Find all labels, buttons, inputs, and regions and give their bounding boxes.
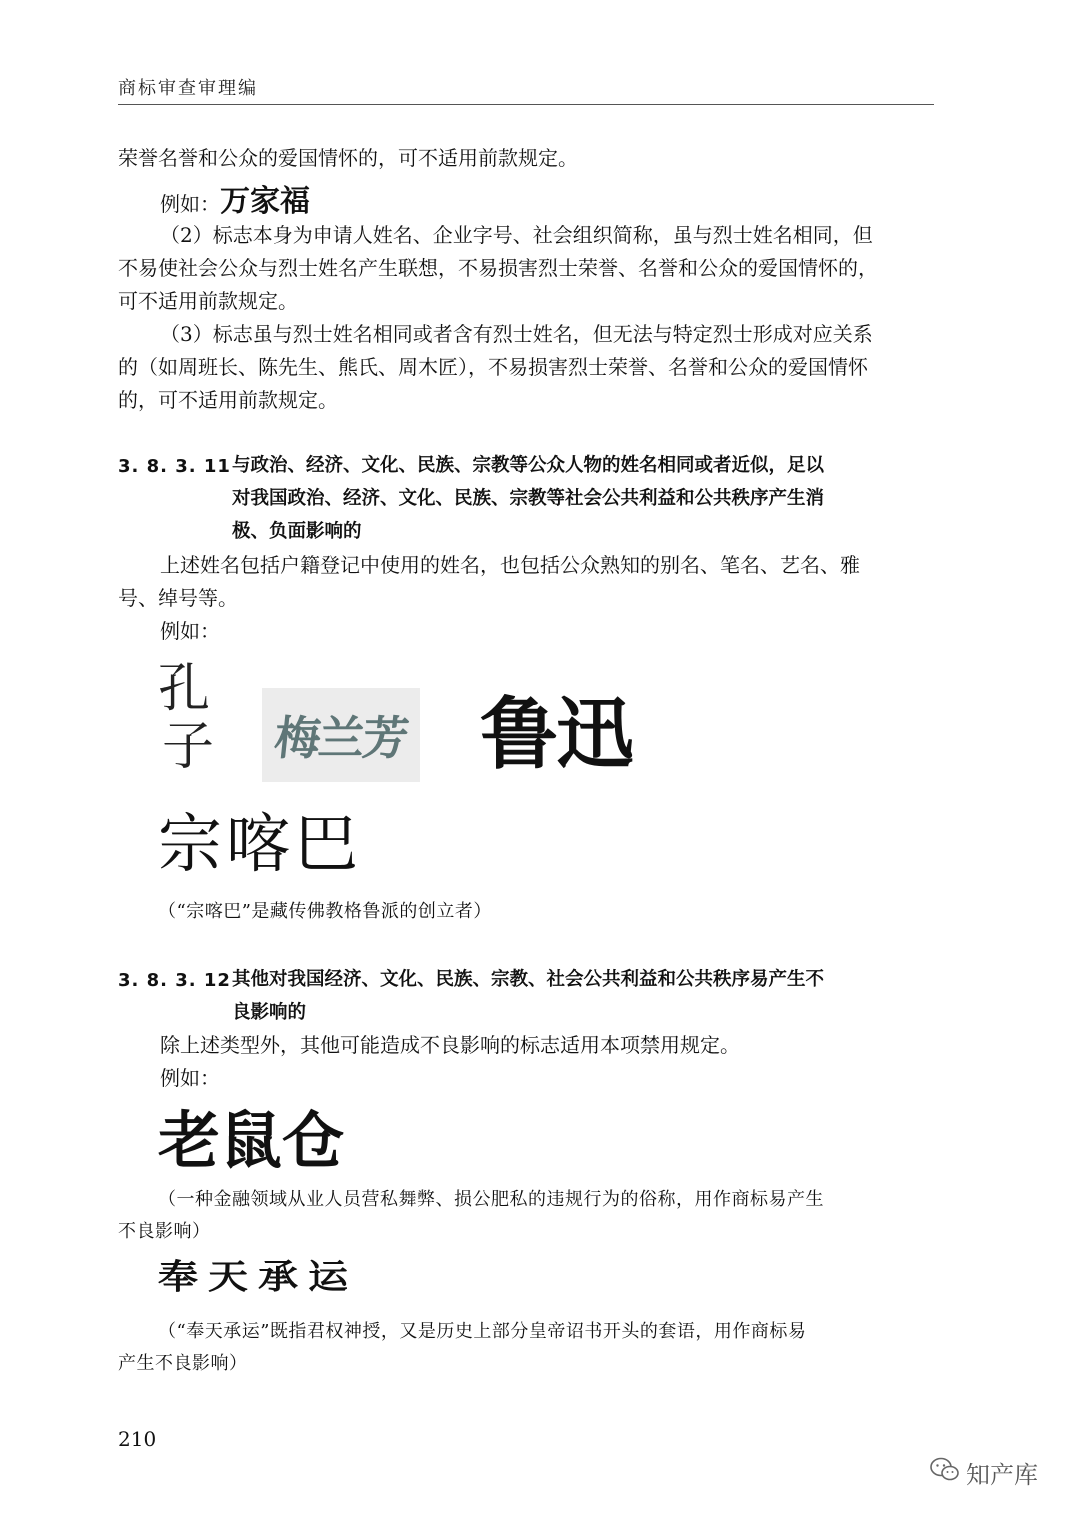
section-number: 3. 8. 3. 11 <box>118 456 231 477</box>
example-word-wanjiafu: 万家福 <box>220 184 310 219</box>
intro-line-1: 荣誉名誉和公众的爱国情怀的，可不适用前款规定。 <box>118 146 578 170</box>
item-3-line-2: 的（如周班长、陈先生、熊氏、周木匠），不易损害烈士荣誉、名誉和公众的爱国情怀 <box>118 355 868 379</box>
trademark-luxun: 鲁迅 <box>480 690 633 780</box>
item-2-line-1: （2）标志本身为申请人姓名、企业字号、社会组织简称，虽与烈士姓名相同，但 <box>160 223 873 247</box>
watermark <box>930 1455 1038 1490</box>
section-body-line-1: 上述姓名包括户籍登记中使用的姓名，也包括公众熟知的别名、笔名、艺名、雅 <box>160 553 860 577</box>
section-title-line-1: 其他对我国经济、文化、民族、宗教、社会公共利益和公共秩序易产生不 <box>232 969 825 990</box>
section-number: 3. 8. 3. 12 <box>118 970 231 991</box>
section-title-line-1: 与政治、经济、文化、民族、宗教等公众人物的姓名相同或者近似，足以 <box>232 455 825 476</box>
trademark-fengtianchengyun: 奉天承运 <box>158 1258 358 1298</box>
section-title-line-2: 良影响的 <box>232 1002 307 1023</box>
trademark-zongkaba: 宗喀巴 <box>158 808 362 882</box>
header-rule <box>118 104 934 105</box>
section-body-line-2: 号、绰号等。 <box>118 586 238 610</box>
example-label: 例如： <box>160 619 220 643</box>
trademark-meilanfang-box <box>262 688 420 782</box>
page-number: 210 <box>118 1427 157 1451</box>
caption-zongkaba: （“宗喀巴”是藏传佛教格鲁派的创立者） <box>158 901 492 922</box>
trademark-laoshucang: 老鼠仓 <box>158 1104 345 1177</box>
watermark-text: 知产库 <box>966 1461 1038 1489</box>
caption-fengtianchengyun-line-2: 产生不良影响） <box>118 1353 248 1374</box>
trademark-kongzi <box>158 660 214 776</box>
section-title-line-2: 对我国政治、经济、文化、民族、宗教等社会公共利益和公共秩序产生消 <box>232 488 825 509</box>
caption-laoshucang-line-2: 不良影响） <box>118 1221 211 1242</box>
section-title-line-3: 极、负面影响的 <box>232 521 362 542</box>
section-body-line-1: 除上述类型外，其他可能造成不良影响的标志适用本项禁用规定。 <box>160 1033 740 1057</box>
example-label: 例如： <box>160 1066 220 1090</box>
trademark-kongzi-char-1: 孔 <box>158 659 211 719</box>
example-label: 例如： <box>160 192 220 216</box>
trademark-meilanfang: 梅兰芳 <box>271 711 410 765</box>
example-1 <box>160 176 310 220</box>
trademark-kongzi-char-2: 子 <box>162 717 215 777</box>
caption-fengtianchengyun-line-1: （“奉天承运”既指君权神授，又是历史上部分皇帝诏书开头的套语，用作商标易 <box>158 1321 807 1342</box>
caption-laoshucang-line-1: （一种金融领域从业人员营私舞弊、损公肥私的违规行为的俗称，用作商标易产生 <box>158 1189 824 1210</box>
item-3-line-1: （3）标志虽与烈士姓名相同或者含有烈士姓名，但无法与特定烈士形成对应关系 <box>160 322 873 346</box>
item-3-line-3: 的，可不适用前款规定。 <box>118 388 338 412</box>
item-2-line-2: 不易使社会公众与烈士姓名产生联想，不易损害烈士荣誉、名誉和公众的爱国情怀的， <box>118 256 878 280</box>
running-head: 商标审查审理编 <box>118 78 258 99</box>
wechat-icon <box>930 1457 960 1489</box>
item-2-line-3: 可不适用前款规定。 <box>118 289 298 313</box>
